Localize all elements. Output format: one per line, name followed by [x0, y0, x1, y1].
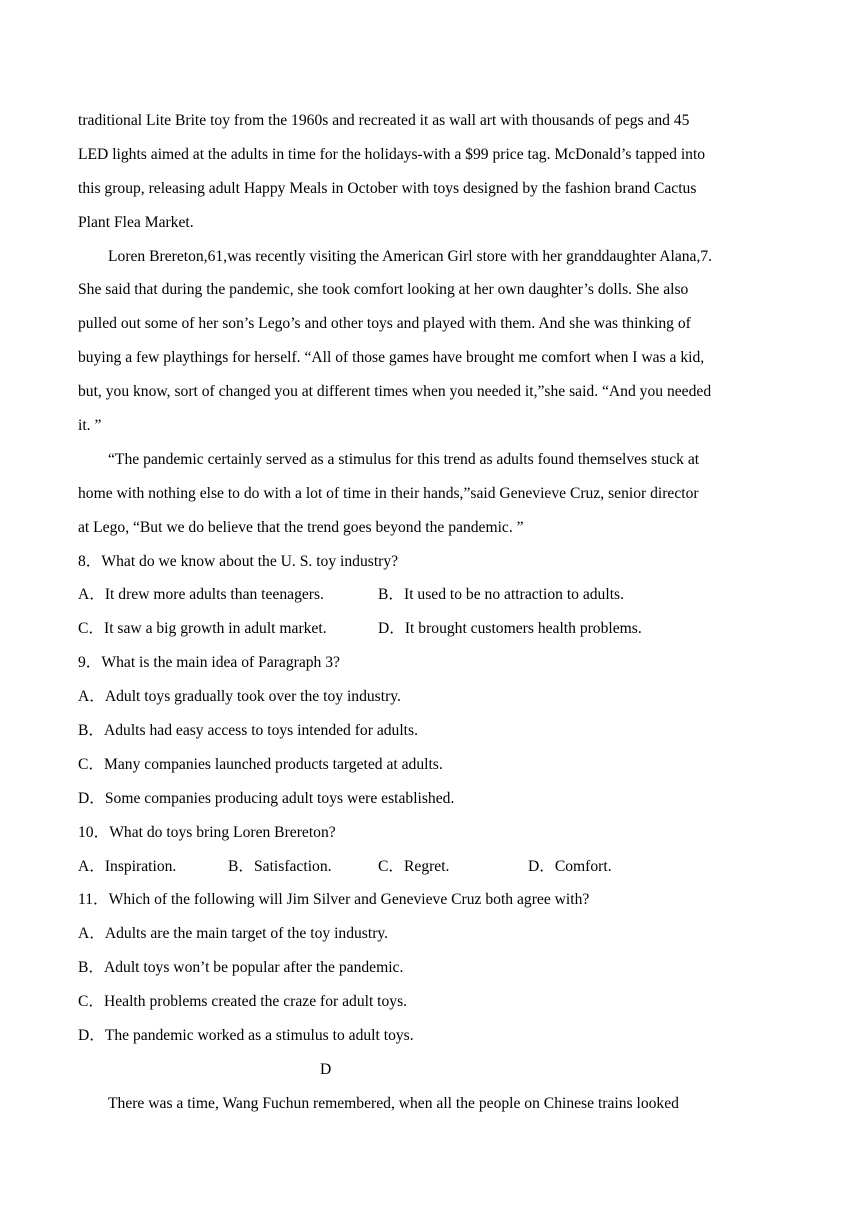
paragraph-line: home with nothing else to do with a lot of time in their hands,”said Genevieve Cruz, senior director	[78, 484, 699, 502]
paragraph-line: Loren Brereton,61,was recently visiting the American Girl store with her granddaughter Alana,7.	[108, 247, 713, 265]
option-d: D．Comfort.	[528, 857, 612, 875]
option-row	[78, 612, 790, 646]
passage-c-paragraph-3	[78, 443, 790, 545]
option-d: D．The pandemic worked as a stimulus to adult toys.	[78, 1027, 414, 1045]
paragraph-line: at Lego, “But we do believe that the trend goes beyond the pandemic. ”	[78, 518, 524, 536]
option-b: B．It used to be no attraction to adults.	[378, 586, 624, 604]
paragraph-line: it. ”	[78, 417, 102, 435]
document-body	[78, 104, 790, 1121]
option-a: A．Inspiration.	[78, 857, 177, 875]
option-c: C．It saw a big growth in adult market.	[78, 620, 327, 638]
question-8	[78, 545, 790, 647]
paragraph-line: but, you know, sort of changed you at different times when you needed it,”she said. “And you needed	[78, 383, 712, 401]
paragraph-line: Plant Flea Market.	[78, 213, 194, 231]
question-stem: 8．What do we know about the U. S. toy industry?	[78, 552, 399, 570]
paragraph-line: this group, releasing adult Happy Meals in October with toys designed by the fashion brand Cactus	[78, 179, 697, 197]
option-a: A．It drew more adults than teenagers.	[78, 586, 324, 604]
option-row	[78, 578, 790, 612]
option-d: D．Some companies producing adult toys were established.	[78, 789, 455, 807]
option-b: B．Adult toys won’t be popular after the pandemic.	[78, 959, 404, 977]
question-11	[78, 883, 790, 1052]
option-c: C．Regret.	[378, 857, 450, 875]
paragraph-line: pulled out some of her son’s Lego’s and other toys and played with them. And she was thinking of	[78, 315, 691, 333]
paragraph-line: traditional Lite Brite toy from the 1960s and recreated it as wall art with thousands of pegs and 45	[78, 112, 690, 129]
question-9	[78, 646, 790, 815]
question-10	[78, 816, 790, 884]
section-d-heading: D	[320, 1060, 332, 1078]
option-a: A．Adults are the main target of the toy industry.	[78, 925, 389, 943]
option-c: C．Many companies launched products targeted at adults.	[78, 755, 443, 773]
paragraph-line: buying a few playthings for herself. “All of those games have brought me comfort when I was a kid,	[78, 349, 705, 367]
option-c: C．Health problems created the craze for adult toys.	[78, 993, 408, 1011]
question-stem: 10．What do toys bring Loren Brereton?	[78, 823, 336, 841]
section-d-first-line: There was a time, Wang Fuchun remembered, when all the people on Chinese trains looked	[108, 1094, 679, 1112]
option-b: B．Adults had easy access to toys intended for adults.	[78, 722, 418, 740]
option-b: B．Satisfaction.	[228, 857, 332, 875]
paragraph-line: LED lights aimed at the adults in time for the holidays-with a $99 price tag. McDonald’s tapped into	[78, 145, 706, 163]
paragraph-line: “The pandemic certainly served as a stimulus for this trend as adults found themselves stuck at	[108, 450, 700, 468]
paragraph-line: She said that during the pandemic, she took comfort looking at her own daughter’s dolls. She also	[78, 281, 689, 299]
passage-c-paragraph-2	[78, 240, 790, 443]
option-row	[78, 850, 790, 884]
passage-c-paragraph-1	[78, 104, 790, 240]
question-stem: 9．What is the main idea of Paragraph 3?	[78, 654, 340, 672]
question-stem: 11．Which of the following will Jim Silver and Genevieve Cruz both agree with?	[78, 891, 590, 909]
option-d: D．It brought customers health problems.	[378, 620, 642, 638]
option-a: A．Adult toys gradually took over the toy industry.	[78, 688, 401, 706]
